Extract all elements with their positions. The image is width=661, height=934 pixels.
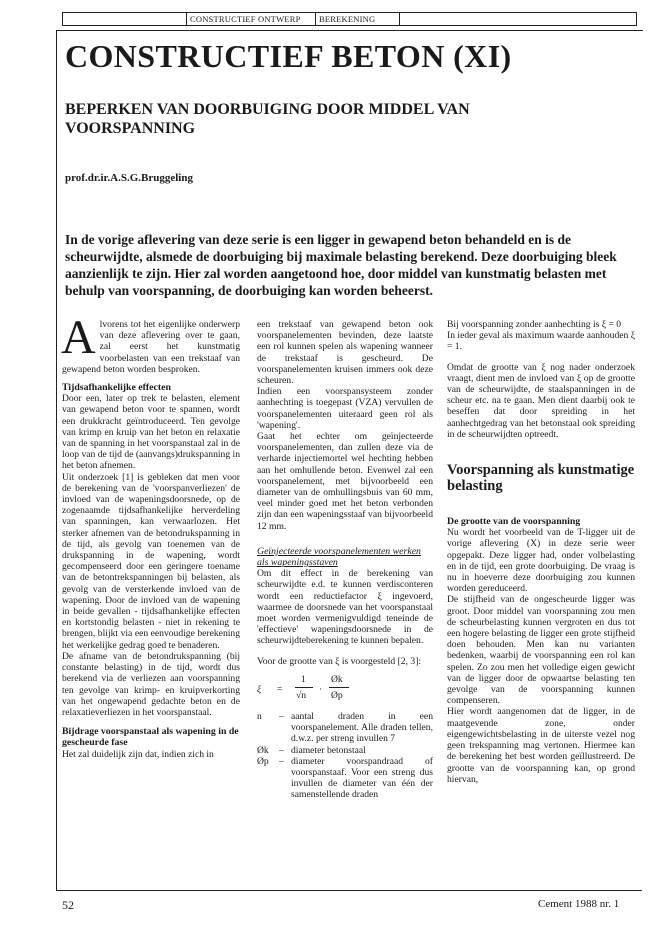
definition-symbol: Øp	[257, 755, 269, 767]
formula-num2: Øk	[331, 673, 343, 685]
paragraph: Gaat het echter om geïnjecteerde voorspanelementen, dan zullen deze via de verharde injectiemortel wel hechting hebben aan het omhullende beton. Evenwel zal een voorspanelement, met bijvoorbeeld een diameter van de omhullingsbuis van 60 mm, veel minder goed met het beton verbonden zijn dan een wapeningsstaaf van bijvoorbeeld 12 mm.	[257, 431, 433, 532]
footer-rule	[56, 890, 642, 891]
paragraph: Nu wordt het voorbeeld van de T-ligger uit de vorige aflevering (X) in deze serie weer opgepakt. Deze ligger had, onder volbelasting en in de tijd, een grote doorbuiging. De vraag is nu in hoeverre deze doorbuiging zou kunnen worden gereduceerd.	[447, 527, 635, 595]
header-category: BEREKENING	[315, 13, 400, 25]
section-heading: Tijdsafhankelijke effecten	[62, 382, 171, 394]
formula-den2: Øp	[331, 689, 343, 701]
paragraph: Om dit effect in de berekening van scheurwijdte e.d. te kunnen verdisconteren wordt een reductiefactor ξ ingevoerd, waarmee de doorsnede van het voorspanstaal moet worden vermenigvuldigd teneinde de 'effectieve' wapeningsdoorsnede in de scheurwijdteberekening te kunnen bepalen.	[257, 568, 433, 647]
paragraph: Hier wordt aangenomen dat de ligger, in de maatgevende zone, onder eigengewichtsbelasting in de uiterste vezel nog geen trekspanning mag vertonen. Hiermee kan de berekening het best worden geïllustreerd. De grootte van de voorspanning kan, op grond hiervan,	[447, 706, 635, 785]
section-heading: Bijdrage voorspanstaal als wapening in de gescheurde fase	[62, 726, 239, 749]
paragraph: Uit onderzoek [1] is gebleken dat men voor de berekening van de 'voorspanverliezen' de invloed van de wapeningsdoorsnede, op de zogenaamde tijdsafhankelijke herverdeling van spanningen, kan verwaarlozen. Het sterker afnemen van de betondrukspanning in de tijd, als gevolg van toenemen van de drukspanning in de wapening, wordt gecompenseerd door een geringere toename van de betontrekspanningen bij belasten, als gevolg van de versterkende invloed van de wapening. Door de invloed van de wapening in beide gevallen - tijdsafhankelijke effecten en kortstondig belasten - niet in rekening te brengen, blijkt via een eenvoudige berekening het werkelijke gedrag goed te benaderen.	[62, 471, 240, 651]
header-blank-cell	[63, 13, 186, 25]
formula-den: √n	[296, 689, 307, 701]
journal-citation: Cement 1988 nr. 1	[538, 898, 620, 910]
text-column-1	[61, 311, 240, 760]
paragraph: Door een, later op trek te belasten, element van gewapend beton voor te spannen, wordt een drukkracht geïntroduceerd. Ten gevolge van krimp en kruip van het beton en relaxatie van de spanning in het voorspanstaal zal in de loop van de tijd de (aanvangs)drukspanning in het beton afnemen.	[62, 393, 240, 472]
formula-eq: =	[277, 683, 283, 695]
formula	[257, 671, 433, 711]
formula-lhs: ξ	[257, 683, 262, 695]
definition-row	[257, 711, 433, 745]
paragraph: Omdat de grootte van ξ nog nader onderzoek vraagt, dient men de invloed van ξ op de grootte van de scheurwijdte, de staalspanningen in de scheur etc. na te gaan. Men dient daarbij ook te beseffen dat door spreiding in het aanhechtgedrag van het betonstaal ook spreiding in de scheurwijdten optreedt.	[447, 361, 635, 440]
definition-dash: –	[279, 744, 284, 756]
paragraph: De afname van de betondrukspanning (bij constante belasting) in de tijd, wordt dus berekend via de verliezen aan voorspanning ten gevolge van krimp- en kruipverkorting van het ongewapend gedachte beton en de relaxatieverliezen in het voorspanstaal.	[62, 650, 240, 718]
definition-text: aantal draden in een voorspanelement. Alle draden tellen, d.w.z. per streng invullen 7	[291, 710, 433, 745]
paragraph: Het zal duidelijk zijn dat, indien zich in	[62, 748, 214, 760]
running-header	[62, 12, 637, 26]
definition-row	[257, 745, 433, 756]
paragraph: In ieder geval als maximum waarde aanhouden ξ = 1.	[447, 330, 635, 353]
text-column-2	[257, 319, 433, 801]
paragraph: De stijfheid van de ongescheurde ligger was groot. Door middel van voorspanning zou men de scheurbelasting kunnen vergroten en dus tot een hogere belasting de ligger een grote stijfheid doen behouden. Men kan nu varianten bedenken, waarbij de voorspanning een rol kan spelen. Zo zou men het volledige eigen gewicht van de ligger door de opwaartse belasting ten gevolge van de voorspanning kunnen compenseren.	[447, 594, 635, 707]
definition-row	[257, 756, 433, 801]
section-heading-large: Voorspanning als kunstmatige belasting	[447, 462, 635, 495]
lead-paragraph: In de vorige aflevering van deze serie is een ligger in gewapend beton behandeld en is de scheurwijdte, alsmede de doorbuiging bij maximale belasting berekend. Deze doorbuiging bleek aanzienlijk te zijn. Hier zal worden aangetoond hoe, door middel van kunstmatig belasten met behulp van voorspanning, de doorbuiging kan worden beheerst.	[65, 232, 617, 298]
definition-dash: –	[279, 710, 284, 722]
paragraph: Voor de grootte van ξ is voorgesteld [2, 3]:	[257, 655, 422, 667]
section-heading: De grootte van de voorspanning	[447, 516, 581, 528]
section-heading: Geïnjecteerde voorspanelementen werken als wapeningsstaven	[257, 545, 421, 569]
intro-text: lvorens tot het eigenlijke onderwerp van deze aflevering over te gaan, zal eerst het kunstmatig voorbelasten van een trekstaaf van gewapend beton worden besproken.	[62, 319, 240, 375]
definition-text: diameter voorspandraad of voorspanstaaf. Voor een streng dus invullen de diameter van één der samenstellende draden	[291, 755, 433, 801]
formula-num: 1	[301, 673, 306, 685]
formula-dot: ·	[319, 683, 323, 695]
paragraph: Bij voorspanning zonder aanhechting is ξ = 0	[447, 319, 622, 330]
definition-text: diameter betonstaal	[291, 744, 366, 756]
paragraph: een trekstaaf van gewapend beton ook voorspanelementen bevinden, deze laatste een rol kunnen spelen als wapening wanneer de trekstaaf is gescheurd. De voorspanelementen kruisen immers ook deze scheuren.	[257, 319, 433, 387]
definition-symbol: Øk	[257, 744, 269, 756]
fraction-line	[329, 687, 349, 688]
intro-paragraph	[61, 311, 240, 375]
article-subtitle: BEPERKEN VAN DOORBUIGING DOOR MIDDEL VAN VOORSPANNING	[65, 101, 470, 137]
drop-cap: A	[61, 311, 96, 364]
text-column-3	[447, 319, 635, 785]
header-section: CONSTRUCTIEF ONTWERP	[186, 13, 315, 25]
author-name: prof.dr.ir.A.S.G.Bruggeling	[65, 172, 193, 184]
page-number: 52	[62, 898, 74, 912]
definition-dash: –	[279, 755, 284, 767]
fraction-line	[295, 687, 313, 688]
definition-symbol: n	[257, 710, 262, 722]
paragraph: Indien een voorspansysteem zonder aanhechting is toegepast (VZA) vervullen de voorspanelementen uiteraard geen rol als 'wapening'.	[257, 386, 433, 431]
article-title: CONSTRUCTIEF BETON (XI)	[65, 38, 512, 74]
